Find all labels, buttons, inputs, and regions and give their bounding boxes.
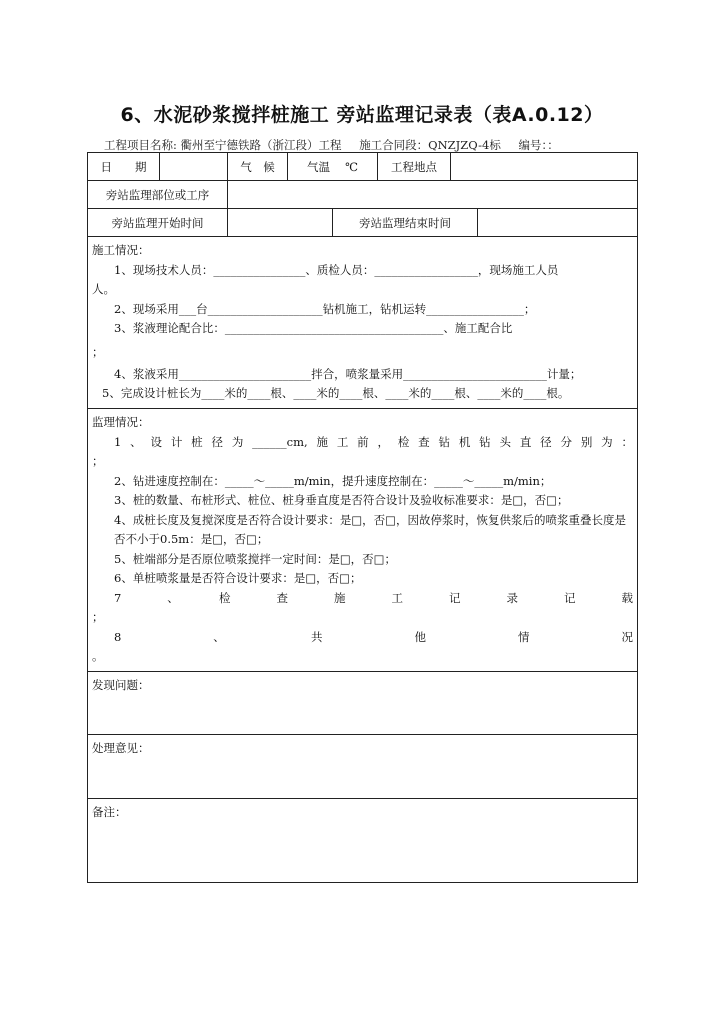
supervision-line: ； bbox=[92, 454, 104, 468]
end-time-field[interactable] bbox=[478, 209, 638, 237]
handling-section[interactable] bbox=[88, 734, 638, 798]
weather-label: 气 候 bbox=[228, 153, 288, 181]
construction-line: 4、浆液采用_______________________拌合，喷浆量采用_________________________计量； bbox=[114, 366, 582, 381]
findings-heading: 发现问题： bbox=[92, 677, 150, 692]
construction-heading: 施工情况： bbox=[92, 243, 150, 257]
location-field[interactable] bbox=[451, 153, 638, 181]
supervision-section[interactable] bbox=[88, 409, 638, 672]
contract-section: 施工合同段：QNZJZQ-4标 bbox=[359, 138, 501, 152]
remarks-heading: 备注： bbox=[92, 804, 127, 819]
start-time-label: 旁站监理开始时间 bbox=[88, 209, 228, 237]
handling-heading: 处理意见： bbox=[92, 740, 150, 755]
project-name: 工程项目名称: 衢州至宁德铁路（浙江段）工程 bbox=[104, 138, 342, 152]
temperature-label: 气温 ℃ bbox=[288, 153, 378, 181]
supervision-record-table bbox=[87, 152, 638, 883]
supervision-line: 2、钻进速度控制在：_____～_____m/min，提升速度控制在：_____～_____m/min； bbox=[114, 473, 552, 488]
remarks-section[interactable] bbox=[88, 798, 638, 882]
part-label: 旁站监理部位或工序 bbox=[88, 181, 228, 209]
date-field[interactable] bbox=[160, 153, 228, 181]
supervision-heading: 监理情况： bbox=[92, 415, 150, 429]
construction-section[interactable] bbox=[88, 237, 638, 409]
date-label: 日 期 bbox=[88, 153, 160, 181]
record-number: 编号：： bbox=[518, 138, 559, 152]
supervision-line: 4、成桩长度及复搅深度是否符合设计要求：是□，否□，因故停浆时，恢复供浆后的喷浆重叠长度是否不小于0.5m：是□，否□； bbox=[114, 512, 627, 546]
supervision-line: 5、桩端部分是否原位喷浆搅拌一定时间：是□，否□； bbox=[114, 551, 397, 566]
supervision-line: 。 bbox=[92, 649, 104, 663]
supervision-line: 6、单桩喷浆量是否符合设计要求：是□，否□； bbox=[114, 571, 362, 585]
construction-line: 1、现场技术人员：________________、质检人员：__________________，现场施工人员 bbox=[114, 262, 559, 277]
part-field[interactable] bbox=[228, 181, 638, 209]
construction-line: 3、浆液理论配合比：______________________________________、施工配合比 bbox=[114, 321, 513, 335]
construction-line: 5、完成设计桩长为____米的____根、____米的____根、____米的____根、____米的____根。 bbox=[102, 386, 570, 400]
construction-line: 2、现场采用___台____________________钻机施工，钻机运转_________________； bbox=[114, 301, 536, 316]
location-label: 工程地点 bbox=[378, 153, 451, 181]
supervision-line: ； bbox=[92, 610, 104, 624]
findings-section[interactable] bbox=[88, 671, 638, 734]
supervision-line: 7 、 检 查 施 工 记 录 记 载 bbox=[114, 590, 633, 605]
supervision-line: 1、设计桩径为______cm,施工前，检查钻机钻头直径分别为： bbox=[114, 434, 633, 449]
project-meta bbox=[104, 137, 573, 153]
construction-line: 人。 bbox=[92, 282, 115, 296]
construction-line: ； bbox=[92, 344, 104, 359]
end-time-label: 旁站监理结束时间 bbox=[333, 209, 478, 237]
page-title: 6、水泥砂浆搅拌桩施工 旁站监理记录表（表A.0.12） bbox=[120, 104, 604, 126]
supervision-line: 8 、 共 他 情 况 bbox=[114, 629, 633, 644]
start-time-field[interactable] bbox=[228, 209, 333, 237]
supervision-line: 3、桩的数量、布桩形式、桩位、桩身垂直度是否符合设计及验收标准要求：是□，否□； bbox=[114, 493, 569, 507]
